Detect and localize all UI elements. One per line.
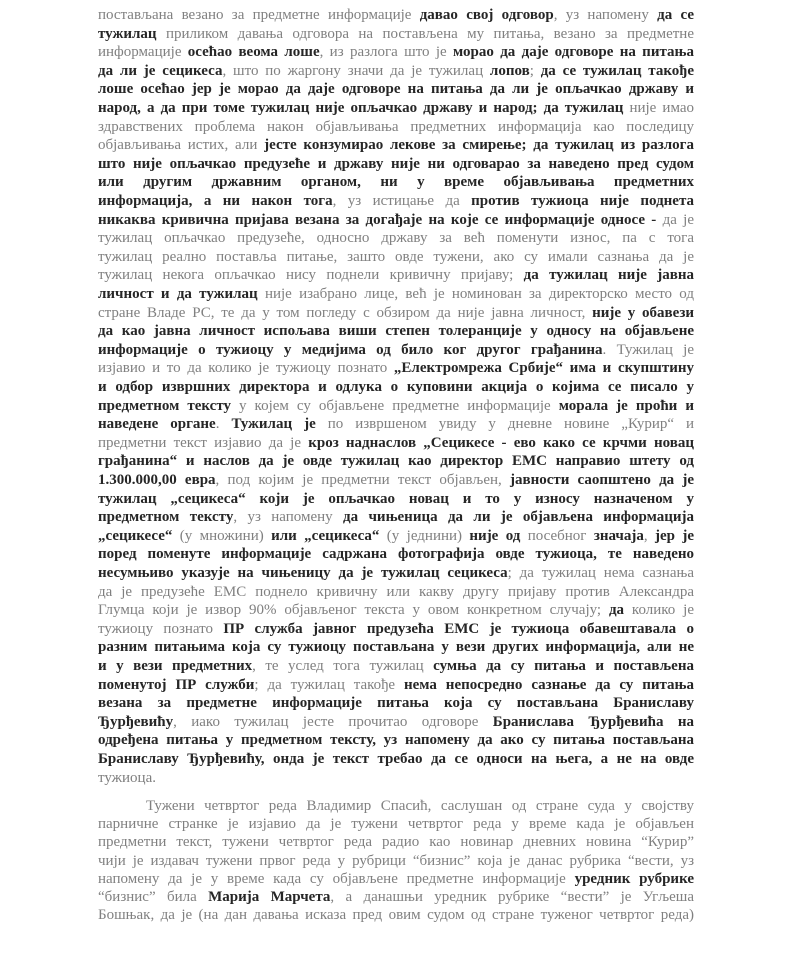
text-line	[98, 25, 694, 44]
text-line	[98, 118, 694, 137]
bold-text: Тужилац је	[231, 416, 316, 433]
bold-text: никаква кривична пријава везана за догађаје на које се информације односе -	[98, 211, 657, 228]
text: , уз напомену	[233, 509, 344, 526]
text-line	[98, 676, 694, 695]
text-line	[98, 173, 694, 192]
bold-text: да чињеница да ли је објављена информација	[343, 509, 694, 526]
bold-text: разним питањима која су тужиоцу постављана у вези других информација, али не	[98, 639, 694, 656]
text-line	[98, 815, 694, 834]
bold-text: да као јавна личност испољава виши степен толеранције у односу на објављене	[98, 323, 694, 340]
text-line	[98, 906, 694, 925]
text-line	[98, 583, 694, 602]
text: .	[152, 769, 156, 786]
text-line	[98, 750, 694, 769]
bold-text: осећао веома лоше	[187, 44, 320, 61]
bold-text: уредник рубрике	[574, 870, 694, 887]
text: посебног	[520, 527, 594, 544]
text: објављивања истих, али	[98, 137, 265, 154]
text: , уз истицање да	[332, 193, 472, 209]
bold-text: давао свој одговор	[419, 7, 554, 23]
bold-text: информације о тужиоцу у медијима од било ког другог грађанина	[98, 341, 603, 358]
bold-text: информација, а ни након тога	[98, 193, 333, 209]
bold-text: јер је	[654, 527, 694, 544]
text: изјавио и то да колико је тужиоцу познато	[98, 360, 394, 377]
text: , те услед тога тужилац	[252, 658, 434, 674]
bold-text: или другим државним органом, ни у време објављивања предметних	[98, 174, 694, 191]
text-line	[98, 545, 694, 564]
text: постављана везано за предметне информације	[98, 7, 420, 23]
bold-text: кроз наднаслов „Сецикесе - ево како се крчми новац	[308, 434, 694, 451]
bold-text: да се тужилац такође	[540, 62, 694, 79]
bold-text: значаја	[593, 527, 644, 544]
text: приликом давања одговора на постављена му питања, везано за предметне	[156, 25, 694, 42]
text: , што по жаргону значи да је тужилац	[222, 62, 490, 79]
text: чији је издавач тужени првог реда у рубрици “бизнис” која је данас рубрика “вести, уз	[98, 852, 694, 869]
bold-text: сумња да су питања и постављена	[433, 658, 694, 674]
text-line	[98, 490, 694, 509]
text-line	[98, 888, 694, 907]
bold-text: није од	[469, 527, 521, 544]
text: напомену да је у време када су објављене предметне информације	[98, 870, 575, 887]
text: тужилац опљачкао предузеће, односно државу за већ поменути износ, па с тога	[98, 230, 694, 247]
bold-text: тужилац	[98, 25, 157, 42]
text: ; да тужилац нема сазнања	[507, 565, 694, 581]
text-line	[98, 713, 694, 732]
bold-text: несумњиво указује на чињеницу да је тужилац сецикеса	[98, 565, 508, 581]
bold-text: што није опљачкао предузеће и државу није ни одговарао за наведено пред судом	[98, 155, 694, 172]
bold-text: или „сецикеса“	[271, 527, 380, 544]
text: , уз напомену	[553, 7, 658, 23]
bold-text: наведене органе	[98, 416, 216, 433]
text: по извршеном увиду у дневне новине „Курир“ и	[315, 416, 694, 433]
text-line	[98, 527, 694, 546]
bold-text: 1.300.000,00 евра	[98, 472, 216, 488]
text-line	[98, 870, 694, 889]
bold-text: личност и да тужилац	[98, 286, 258, 302]
text: предметни текст, тужени четвртог реда радио као новинар дневних новина “Курир”	[98, 834, 694, 851]
text-line	[98, 564, 694, 583]
bold-text: „Електромрежа Србије“ има и скупштину	[393, 360, 694, 377]
text: ;	[529, 62, 541, 79]
text-line	[98, 415, 694, 434]
bold-text: да тужилац није јавна	[523, 267, 694, 284]
text: тужилац некога опљачкао нису поднели кривичну пријаву;	[98, 267, 524, 284]
text-line	[98, 6, 694, 25]
bold-text: поред поменуте информације садржана фотографија овде тужиоца, те наведено	[98, 546, 694, 563]
bold-text: „сецикесе“	[98, 527, 173, 544]
bold-text: грађанина“ и наслов да је овде тужилац као директор ЕМС направио штету од	[98, 453, 694, 470]
text: није имао	[623, 100, 694, 116]
text: у којем су објављене предметне информације	[231, 397, 559, 414]
text: да је	[656, 211, 694, 228]
text-line	[98, 397, 694, 416]
text-line	[98, 657, 694, 676]
bold-text: Бранислава Ђурђевића на	[492, 713, 694, 730]
text: , а данашњи уредник рубрике “вести” је Угљеша	[330, 889, 694, 905]
bold-text: везана за предметне информације питања која су постављана Браниславу	[98, 695, 694, 712]
text-line	[98, 378, 694, 397]
text-line	[98, 359, 694, 378]
bold-text: и у вези предметних	[98, 658, 253, 674]
text-line	[98, 80, 694, 99]
bold-text: предметном тексту	[98, 509, 234, 526]
bold-text: Ђурђевићу	[98, 713, 174, 730]
text-line	[98, 769, 694, 788]
bold-text: предметном тексту	[98, 397, 231, 414]
text-line	[98, 211, 694, 230]
text-line	[98, 155, 694, 174]
bold-text: ПР служба јавног предузећа ЕМС је тужиоца обавештавала о	[223, 620, 694, 637]
text-line	[98, 43, 694, 62]
text: предметни текст изјавио да је	[98, 434, 309, 451]
bold-text: јесте конзумирао лекове за смирење; да тужилац из разлога	[264, 137, 694, 154]
text-line	[98, 229, 694, 248]
text-line	[98, 322, 694, 341]
bold-text: тужилац „сецикеса“ који је опљачкао новац и то у износу назначеном у	[98, 490, 694, 507]
bold-text: да	[608, 602, 625, 619]
bold-text: народ, а да при томе тужилац није опљачкао државу и народ; да тужилац	[98, 100, 624, 116]
text-line	[98, 248, 694, 267]
text: није изабрано лице, већ је номинован за директорско место од	[257, 286, 694, 302]
bold-text: да се	[657, 7, 694, 23]
text: , под којим је предметни текст објављен,	[215, 472, 510, 488]
text-line	[98, 620, 694, 639]
text: , иако тужилац јесте прочитао одговоре	[173, 713, 493, 730]
bold-text: поменутој ПР служби	[98, 676, 255, 693]
text: Глумца који је извор 90% објављеног текста у овом конкретном случају;	[98, 602, 609, 619]
text: ,	[643, 527, 655, 544]
text: парничне странке је изјавио да је тужени четвртог реда у време када је објављен	[98, 816, 694, 833]
bold-text: нема непосредно сазнање да су питања	[403, 676, 694, 693]
text-line	[98, 341, 694, 360]
text-line	[146, 797, 694, 816]
bold-text: јавности саопштено да је	[509, 472, 694, 488]
text-line	[98, 266, 694, 285]
text-line	[98, 638, 694, 657]
text-line	[98, 694, 694, 713]
text-line	[98, 136, 694, 155]
text-line	[98, 285, 694, 304]
text: Бошњак, да је (на дан давања исказа пред овим судом од стране туженог четвртог реда)	[98, 907, 694, 924]
text-line	[98, 852, 694, 871]
text-line	[98, 833, 694, 852]
text-line	[98, 434, 694, 453]
text: тужиоца	[98, 769, 153, 786]
text-line	[98, 471, 694, 490]
text: (у множини)	[172, 527, 272, 544]
text: , из разлога што је	[319, 44, 454, 61]
bold-text: и одбор извршних директора и одлука о куповини акција о којима се писало у	[98, 379, 694, 395]
bold-text: морао да даје одговоре на питања	[453, 44, 694, 61]
bold-text: Марија Марчета	[208, 889, 331, 905]
text: (у једнини)	[379, 527, 470, 544]
text: .	[215, 416, 232, 433]
text-line	[98, 731, 694, 750]
text-line	[98, 508, 694, 527]
text-line	[98, 452, 694, 471]
text-line	[98, 192, 694, 211]
text-line	[98, 62, 694, 81]
text: ; да тужилац такође	[254, 676, 404, 693]
text: колико је	[624, 602, 694, 619]
bold-text: против тужиоца није поднета	[471, 193, 694, 209]
text-line	[98, 304, 694, 323]
bold-text: Браниславу Ђурђевићу, онда је текст требао да се односи на њега, а не на овде	[98, 751, 694, 767]
bold-text: лопов	[489, 62, 530, 79]
text: здравствених проблема након објављивања предметних информација као последицу	[98, 118, 694, 135]
text: стране Владе РС, те да у том погледу с обзиром да није јавна личност,	[98, 304, 593, 321]
text: тужилац реално поставља питање, зашто овде тужени, ако су имали сазнања да је	[98, 248, 694, 265]
text: тужиоцу познато	[98, 620, 224, 637]
bold-text: морала је проћи и	[558, 397, 694, 414]
text: “бизнис” била	[98, 889, 209, 905]
text-line	[98, 99, 694, 118]
bold-text: одређена питања у предметном тексту, уз напомену да ако су питања постављана	[98, 732, 694, 749]
text-line	[98, 601, 694, 620]
text: да је предузеће ЕМС поднело кривичну или какву другу пријаву против Александра	[98, 583, 694, 600]
text: Тужени четвртог реда Владимир Спасић, саслушан од стране суда у својству	[146, 798, 694, 814]
text: информације	[98, 44, 188, 61]
bold-text: лоше осећао јер је морао да даје одговоре на питања да ли је опљачкао државу и	[98, 81, 694, 98]
bold-text: да ли је сецикеса	[98, 62, 223, 79]
text: . Тужилац је	[602, 341, 694, 358]
bold-text: није у обавези	[592, 304, 694, 321]
